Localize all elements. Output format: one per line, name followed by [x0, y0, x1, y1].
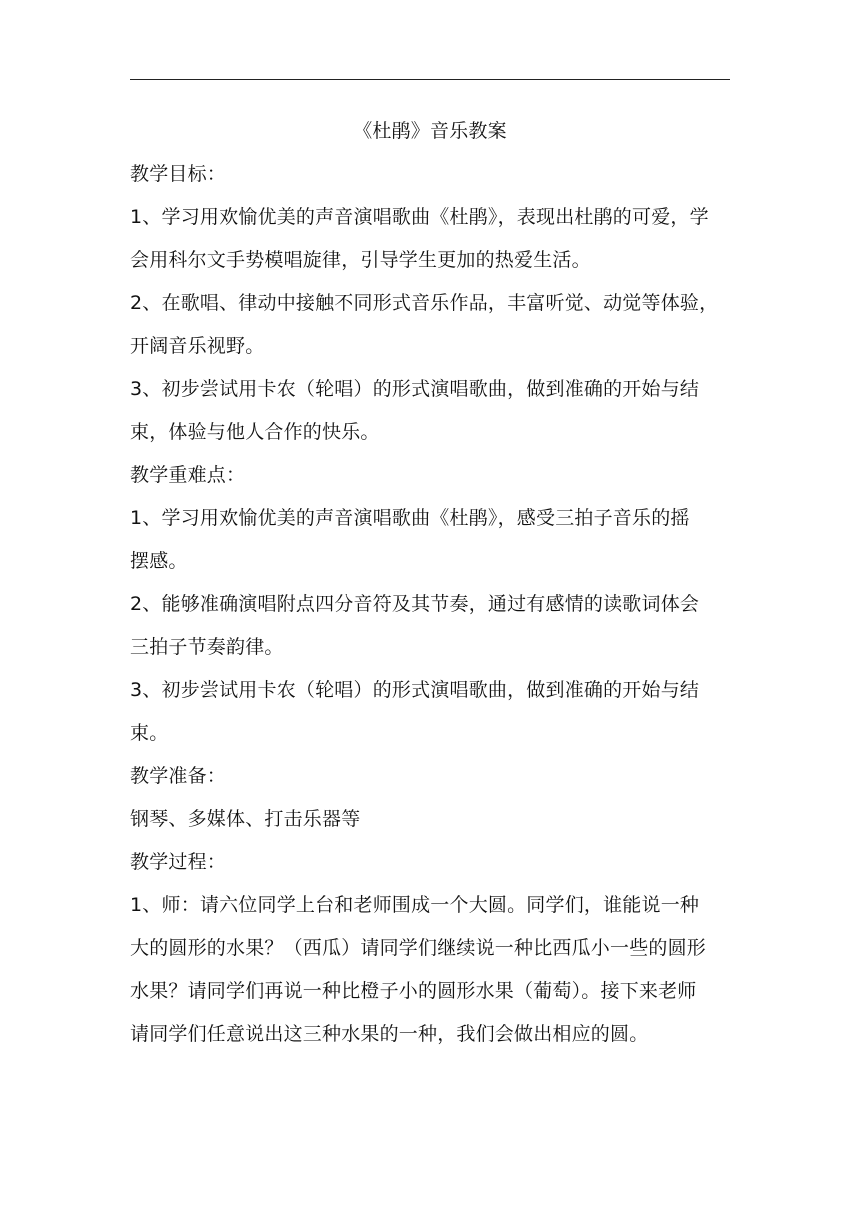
- text-line: 开阔音乐视野。: [130, 335, 265, 357]
- header-rule: [130, 79, 730, 80]
- list-item: [130, 282, 730, 368]
- section-heading: 教学重难点：: [130, 464, 246, 486]
- section: [130, 153, 730, 454]
- text-line: 请同学们任意说出这三种水果的一种，我们会做出相应的圆。: [130, 1023, 649, 1045]
- text-line: 1、学习用欢愉优美的声音演唱歌曲《杜鹃》，表现出杜鹃的可爱，学: [130, 206, 709, 228]
- text-line: 束，体验与他人合作的快乐。: [130, 421, 380, 443]
- document-title: 《杜鹃》音乐教案: [353, 120, 507, 142]
- list-item: [130, 669, 730, 755]
- text-line: 三拍子节奏韵律。: [130, 636, 284, 658]
- sections-container: [130, 153, 730, 1056]
- list-item: [130, 798, 730, 841]
- text-line: 会用科尔文手势模唱旋律，引导学生更加的热爱生活。: [130, 249, 591, 271]
- document-body: [130, 110, 730, 1056]
- section-heading: 教学过程：: [130, 851, 227, 873]
- text-line: 束。: [130, 722, 169, 744]
- section-heading: 教学目标：: [130, 163, 227, 185]
- text-line: 水果？请同学们再说一种比橙子小的圆形水果（葡萄）。接下来老师: [130, 980, 697, 1002]
- text-line: 3、初步尝试用卡农（轮唱）的形式演唱歌曲，做到准确的开始与结: [130, 378, 700, 400]
- list-item: [130, 583, 730, 669]
- list-item: [130, 196, 730, 282]
- section: [130, 755, 730, 841]
- section: [130, 841, 730, 1056]
- section-heading: 教学准备：: [130, 765, 227, 787]
- text-line: 3、初步尝试用卡农（轮唱）的形式演唱歌曲，做到准确的开始与结: [130, 679, 700, 701]
- section: [130, 454, 730, 755]
- text-line: 大的圆形的水果？（西瓜）请同学们继续说一种比西瓜小一些的圆形: [130, 937, 707, 959]
- text-line: 钢琴、多媒体、打击乐器等: [130, 808, 361, 830]
- text-line: 2、能够准确演唱附点四分音符及其节奏，通过有感情的读歌词体会: [130, 593, 700, 615]
- text-line: 1、学习用欢愉优美的声音演唱歌曲《杜鹃》，感受三拍子音乐的摇: [130, 507, 690, 529]
- text-line: 1、师：请六位同学上台和老师围成一个大圆。同学们，谁能说一种: [130, 894, 700, 916]
- text-line: 2、在歌唱、律动中接触不同形式音乐作品，丰富听觉、动觉等体验，: [130, 292, 719, 314]
- list-item: [130, 884, 730, 1056]
- list-item: [130, 368, 730, 454]
- text-line: 摆感。: [130, 550, 188, 572]
- list-item: [130, 497, 730, 583]
